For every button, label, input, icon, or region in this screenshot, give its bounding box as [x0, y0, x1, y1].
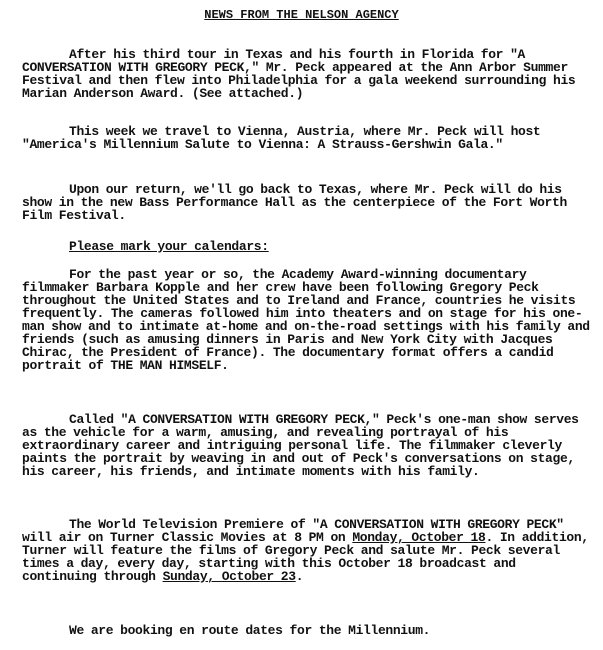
premiere-text-part3: .: [295, 569, 304, 584]
paragraph-vienna-trip: This week we travel to Vienna, Austria, where Mr. Peck will host "America's Millennium Salute to Vienna: A Strauss-Gershwin Gala.": [22, 124, 541, 152]
premiere-text-part2: . In addition, Turner will feature the films of Gregory Peck and salute Mr. Peck several times a day, every day, starting with this October 18 broadcast and continuing through: [22, 530, 589, 584]
page-title: NEWS FROM THE NELSON AGENCY: [204, 8, 399, 22]
calendar-heading-text: Please mark your calendars:: [69, 239, 269, 254]
calendar-heading: [22, 240, 590, 253]
premiere-date-sunday: Sunday, October 23: [162, 569, 296, 584]
premiere-date-monday: Monday, October 18: [352, 530, 486, 545]
paragraph-tour-update: After his third tour in Texas and his fourth in Florida for "A CONVERSATION WITH GREGORY PECK," Mr. Peck appeared at the Ann Arbor Summer Festival and then flew into Philadelphia for a gala weekend surrounding his Marian Anderson Award. (See attached.): [22, 47, 576, 101]
paragraph-documentary: For the past year or so, the Academy Award-winning documentary filmmaker Barbara Kopple and her crew have been following Gregory Peck throughout the United States and to Ireland and France, countries he visits frequently. The cameras followed him into theaters and on stage for his one-man show and to intimate at-home and on-the-road settings with his family and friends (such as amusing dinners in Paris and New York City with Jacques Chirac, the President of France). The documentary format offers a candid portrait of THE MAN HIMSELF.: [22, 267, 590, 373]
premiere-text-part1: The World Television Premiere of "A CONVERSATION WITH GREGORY PECK" will air on Turner Classic Movies at 8 PM on: [22, 517, 564, 545]
paragraph-premiere: [22, 518, 590, 583]
paragraph-booking: We are booking en route dates for the Millennium.: [69, 623, 431, 638]
paragraph-fort-worth: Upon our return, we'll go back to Texas, where Mr. Peck will do his show in the new Bass Performance Hall as the centerpiece of the Fort Worth Film Festival.: [22, 182, 567, 223]
paragraph-show-description: Called "A CONVERSATION WITH GREGORY PECK," Peck's one-man show serves as the vehicle for a warm, amusing, and revealing portrayal of his extraordinary career and intriguing personal life. The filmmaker cleverly paints the portrait by weaving in and out of Peck's conversations on stage, his career, his friends, and intimate moments with his family.: [22, 412, 579, 479]
